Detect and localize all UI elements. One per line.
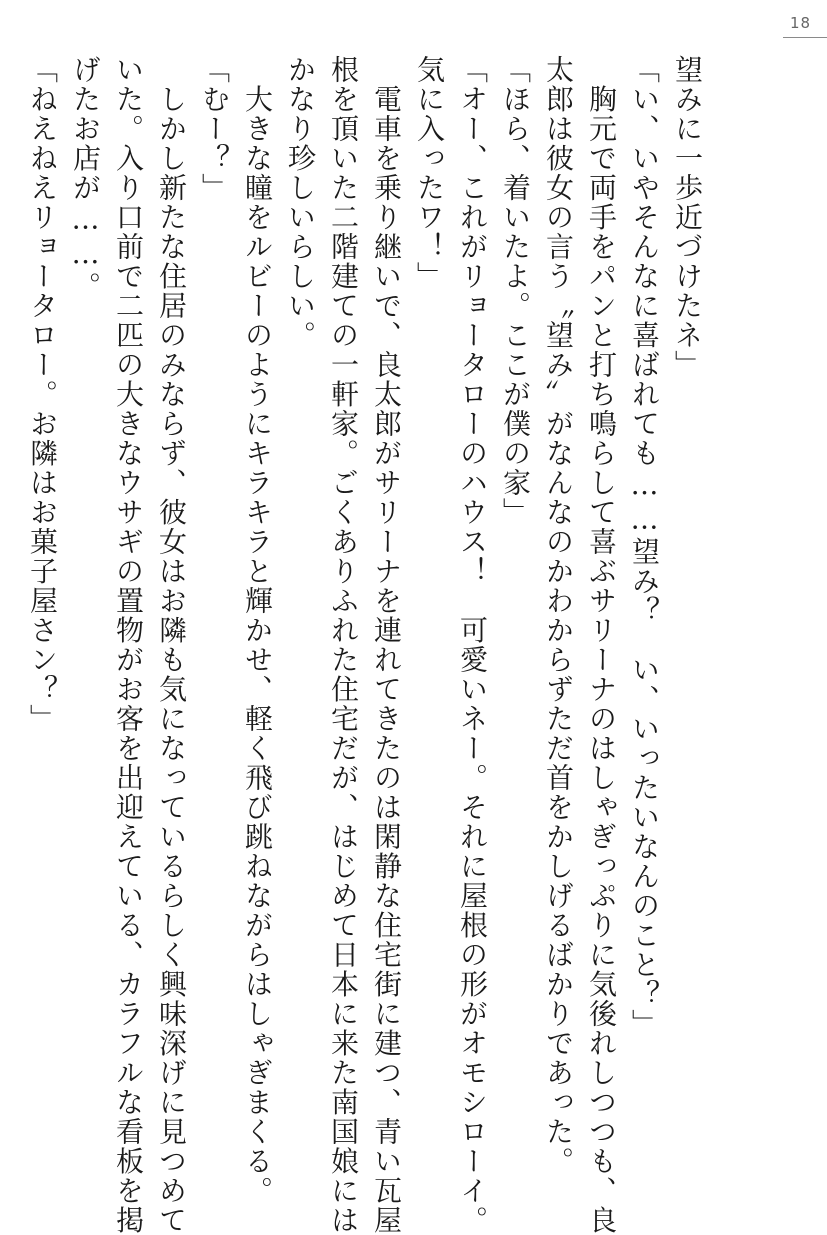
- text-line: 「オー、これがリョータローのハウス！ 可愛いネー。それに屋根の形がオモシローイ。: [456, 55, 489, 1235]
- text-line: 気に入ったワ！」: [413, 55, 446, 291]
- page-number: 18: [790, 14, 812, 32]
- text-line: 「ねえねえリョータロー。お隣はお菓子屋さン？」: [26, 55, 59, 734]
- text-line: 「い、いやそんなに喜ばれても……望み？ い、いったいなんのこと？」: [628, 55, 661, 1039]
- text-line: げたお店が……。: [69, 55, 102, 301]
- text-line: 電車を乗り継いで、良太郎がサリーナを連れてきたのは閑静な住宅街に建つ、青い瓦屋: [370, 55, 403, 1235]
- text-line: 大きな瞳をルビーのようにキラキラと輝かせ、軽く飛び跳ねながらはしゃぎまくる。: [241, 55, 274, 1206]
- page-number-rule: [783, 37, 827, 38]
- text-line: 望みに一歩近づけたネ」: [671, 55, 704, 380]
- body-text: [21, 55, 709, 1235]
- text-line: かなり珍しいらしい。: [284, 55, 317, 350]
- text-line: 根を頂いた二階建ての一軒家。ごくありふれた住宅だが、はじめて日本に来た南国娘には: [327, 55, 360, 1235]
- text-line: 「ほら、着いたよ。ここが僕の家」: [499, 55, 532, 527]
- text-line: 胸元で両手をパンと打ち鳴らして喜ぶサリーナのはしゃぎっぷりに気後れしつつも、良: [585, 55, 618, 1235]
- text-line: しかし新たな住居のみならず、彼女はお隣も気になっているらしく興味深げに見つめて: [155, 55, 188, 1235]
- text-line: 「むー？」: [198, 55, 231, 203]
- text-line: いた。入り口前で二匹の大きなウサギの置物がお客を出迎えている、カラフルな看板を掲: [112, 55, 145, 1235]
- text-line: 太郎は彼女の言う〝望み〟がなんなのかわからずただ首をかしげるばかりであった。: [542, 55, 575, 1176]
